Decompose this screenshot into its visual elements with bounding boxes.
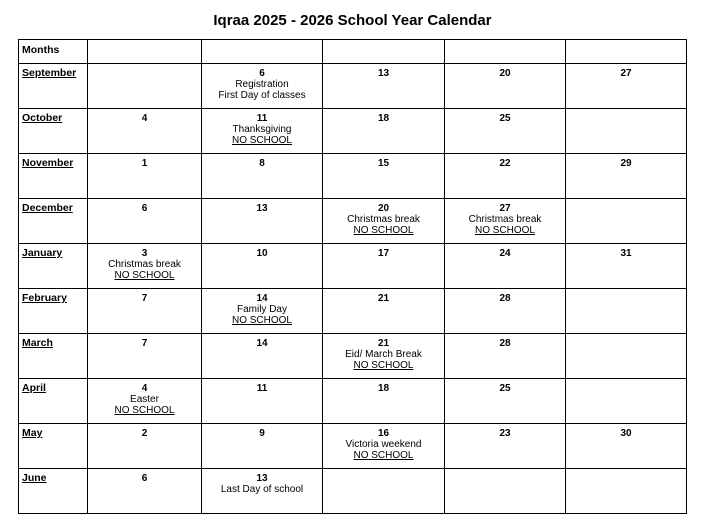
date-cell [88, 379, 202, 424]
date-cell [202, 424, 323, 469]
no-school-label: NO SCHOOL [474, 225, 535, 236]
month-name: December [19, 199, 88, 244]
day-number: 4 [141, 383, 148, 394]
day-number: 31 [620, 248, 632, 259]
no-school-label: NO SCHOOL [114, 270, 175, 281]
date-cell [323, 64, 445, 109]
day-number: 28 [499, 338, 511, 349]
date-cell [88, 289, 202, 334]
date-cell [445, 424, 566, 469]
no-school-label: NO SCHOOL [353, 225, 414, 236]
date-cell [202, 289, 323, 334]
date-cell [323, 424, 445, 469]
day-number: 6 [259, 68, 265, 79]
date-cell [202, 244, 323, 289]
no-school-label: NO SCHOOL [114, 405, 175, 416]
day-number: 22 [499, 158, 511, 169]
date-cell [88, 424, 202, 469]
date-cell [566, 289, 687, 334]
day-number: 27 [620, 68, 632, 79]
day-number: 13 [256, 203, 268, 214]
day-number: 25 [499, 113, 511, 124]
date-cell [202, 64, 323, 109]
date-cell [566, 64, 687, 109]
day-number: 1 [141, 158, 148, 169]
date-cell [566, 109, 687, 154]
event-label: Last Day of school [220, 484, 304, 495]
no-school-label: NO SCHOOL [353, 360, 414, 371]
month-name: October [19, 109, 88, 154]
header-cell [566, 40, 687, 64]
month-name: April [19, 379, 88, 424]
day-number: 29 [620, 158, 632, 169]
day-number: 11 [256, 383, 268, 394]
date-cell [202, 379, 323, 424]
date-cell [445, 154, 566, 199]
header-cell [323, 40, 445, 64]
date-cell [323, 379, 445, 424]
month-row [19, 469, 687, 514]
date-cell [88, 64, 202, 109]
day-number: 20 [377, 203, 390, 214]
day-number: 14 [256, 338, 268, 349]
date-cell [445, 469, 566, 514]
event-label: Family Day [236, 304, 287, 315]
day-number: 11 [256, 113, 268, 124]
calendar-title: Iqraa 2025 - 2026 School Year Calendar [213, 12, 492, 29]
date-cell [323, 109, 445, 154]
date-cell [323, 244, 445, 289]
day-number: 18 [377, 113, 390, 124]
calendar-table [18, 39, 687, 514]
date-cell [566, 244, 687, 289]
date-cell [566, 334, 687, 379]
day-number: 21 [377, 293, 390, 304]
day-number: 14 [256, 293, 268, 304]
day-number: 16 [377, 428, 390, 439]
month-row [19, 334, 687, 379]
day-number: 7 [141, 293, 148, 304]
date-cell [445, 64, 566, 109]
date-cell [445, 289, 566, 334]
day-number: 4 [141, 113, 148, 124]
day-number: 28 [499, 293, 511, 304]
day-number: 13 [377, 68, 390, 79]
month-row [19, 379, 687, 424]
month-row [19, 424, 687, 469]
date-cell [88, 469, 202, 514]
day-number: 23 [499, 428, 511, 439]
event-label: Christmas break [108, 259, 181, 270]
date-cell [445, 109, 566, 154]
no-school-label: NO SCHOOL [231, 135, 292, 146]
day-number: 30 [620, 428, 632, 439]
date-cell [445, 334, 566, 379]
month-row [19, 109, 687, 154]
date-cell [323, 469, 445, 514]
date-cell [566, 154, 687, 199]
month-name: September [19, 64, 88, 109]
date-cell [202, 334, 323, 379]
date-cell [566, 469, 687, 514]
event-label: Victoria weekend [345, 439, 422, 450]
event-label: First Day of classes [218, 90, 306, 101]
day-number: 27 [499, 203, 511, 214]
date-cell [202, 469, 323, 514]
date-cell [88, 199, 202, 244]
no-school-label: NO SCHOOL [353, 450, 414, 461]
day-number: 17 [377, 248, 390, 259]
date-cell [323, 154, 445, 199]
day-number: 6 [141, 203, 148, 214]
day-number: 25 [499, 383, 511, 394]
day-number: 10 [256, 248, 268, 259]
date-cell [566, 199, 687, 244]
event-label: Registration [235, 79, 289, 90]
day-number: 13 [256, 473, 268, 484]
event-label: Christmas break [468, 214, 542, 225]
month-row [19, 199, 687, 244]
date-cell [566, 379, 687, 424]
date-cell [323, 334, 445, 379]
day-number: 8 [259, 158, 265, 169]
day-number: 24 [499, 248, 511, 259]
event-label: Eid/ March Break [345, 349, 422, 360]
date-cell [566, 424, 687, 469]
month-row [19, 244, 687, 289]
date-cell [323, 289, 445, 334]
date-cell [323, 199, 445, 244]
date-cell [202, 199, 323, 244]
date-cell [88, 154, 202, 199]
month-row [19, 64, 687, 109]
day-number: 7 [141, 338, 148, 349]
date-cell [445, 199, 566, 244]
month-name: May [19, 424, 88, 469]
day-number: 21 [377, 338, 390, 349]
month-name: March [19, 334, 88, 379]
month-row [19, 154, 687, 199]
day-number: 2 [141, 428, 148, 439]
day-number: 15 [377, 158, 390, 169]
date-cell [445, 244, 566, 289]
date-cell [202, 109, 323, 154]
month-name: November [19, 154, 88, 199]
date-cell [88, 109, 202, 154]
event-label: Easter [130, 394, 159, 405]
date-cell [202, 154, 323, 199]
month-row [19, 289, 687, 334]
event-label: Thanksgiving [232, 124, 292, 135]
months-header: Months [19, 40, 88, 64]
month-name: June [19, 469, 88, 514]
date-cell [445, 379, 566, 424]
no-school-label: NO SCHOOL [231, 315, 292, 326]
day-number: 18 [377, 383, 390, 394]
day-number: 3 [141, 248, 148, 259]
header-cell [202, 40, 323, 64]
day-number: 9 [259, 428, 265, 439]
date-cell [88, 244, 202, 289]
month-name: February [19, 289, 88, 334]
day-number: 6 [141, 473, 148, 484]
header-cell [88, 40, 202, 64]
header-row [19, 40, 687, 64]
event-label: Christmas break [347, 214, 420, 225]
day-number: 20 [499, 68, 511, 79]
month-name: January [19, 244, 88, 289]
date-cell [88, 334, 202, 379]
header-cell [445, 40, 566, 64]
